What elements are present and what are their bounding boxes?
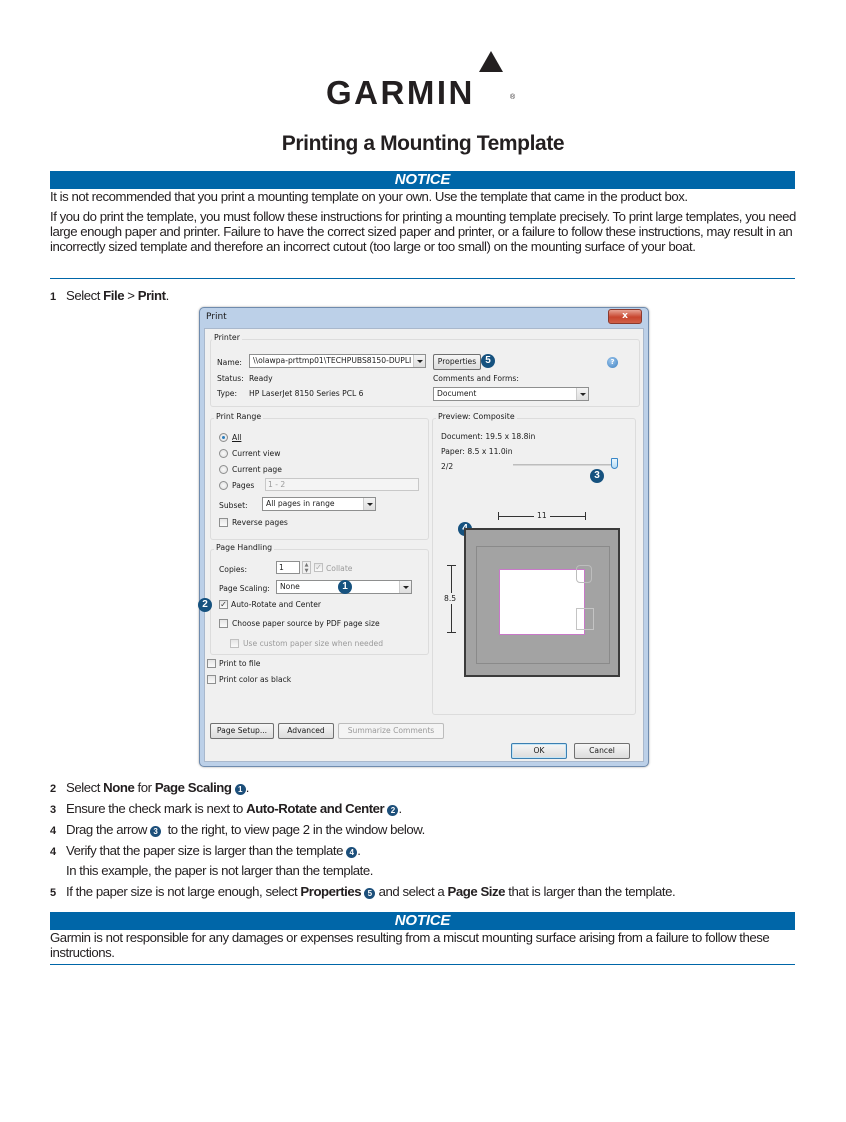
step-bold: Page Scaling	[154, 780, 232, 795]
step-number: 1	[50, 291, 56, 303]
step-bold: File	[103, 288, 125, 303]
collate-checkbox[interactable]: ✓	[315, 563, 322, 572]
step-number: 5	[50, 887, 56, 899]
ok-button[interactable]: OK	[511, 743, 567, 759]
copies-label: Copies:	[219, 565, 248, 574]
step-text: Verify that the paper size is larger than the template	[66, 843, 347, 858]
help-icon[interactable]: ?	[607, 357, 618, 368]
step-text: that is larger than the template.	[505, 884, 676, 899]
type-label: Type:	[217, 389, 237, 398]
printer-group-label: Printer	[214, 333, 240, 342]
reverse-pages-label: Reverse pages	[232, 518, 288, 527]
dialog-title: Print	[206, 312, 227, 322]
callout-1: 1	[338, 580, 352, 594]
notice-bar-bottom: NOTICE	[50, 912, 795, 930]
step-bold: Properties	[300, 884, 362, 899]
status-label: Status:	[217, 374, 244, 383]
callout-icon: 4	[346, 847, 357, 858]
step-text: .	[357, 843, 361, 858]
height-dimension-label: 8.5	[444, 594, 457, 603]
pages-input[interactable]: 1 - 2	[265, 478, 419, 491]
document-size: Document: 19.5 x 18.8in	[441, 432, 536, 441]
notice-divider-top	[50, 278, 795, 279]
width-dimension-label: 11	[534, 511, 550, 520]
custom-paper-label: Use custom paper size when needed	[243, 639, 384, 648]
step-text: Drag the arrow	[66, 822, 151, 837]
print-dialog	[199, 307, 649, 767]
page-slider-thumb[interactable]	[611, 458, 618, 469]
radio-current-view[interactable]	[219, 449, 228, 458]
callout-icon: 3	[150, 826, 161, 837]
page-scaling-value: None	[280, 582, 300, 591]
step-text: >	[124, 288, 138, 303]
step-text: .	[245, 780, 249, 795]
close-button[interactable]: x	[608, 309, 642, 324]
step-1	[50, 288, 169, 305]
chevron-down-icon	[399, 581, 411, 593]
name-label: Name:	[217, 358, 242, 367]
step-bold: None	[103, 780, 135, 795]
width-dimension	[498, 511, 586, 521]
print-to-file-label: Print to file	[219, 659, 261, 668]
auto-rotate-label: Auto-Rotate and Center	[231, 600, 322, 609]
page-indicator: 2/2	[441, 462, 454, 471]
radio-pages[interactable]	[219, 481, 228, 490]
radio-current-page-label: Current page	[232, 465, 282, 474]
step-text: Select	[66, 288, 104, 303]
paper-size: Paper: 8.5 x 11.0in	[441, 447, 513, 456]
subset-label: Subset:	[219, 501, 248, 510]
step-2	[50, 780, 249, 797]
custom-paper-checkbox[interactable]	[230, 639, 239, 648]
registered-mark: ®	[510, 94, 516, 101]
step-number: 4	[50, 825, 56, 837]
step-bold: Page Size	[447, 884, 506, 899]
step-bold: Auto-Rotate and Center	[246, 801, 385, 816]
print-color-black-label: Print color as black	[219, 675, 292, 684]
step-3	[50, 801, 402, 818]
chevron-down-icon	[363, 498, 375, 510]
notice-divider-bottom	[50, 964, 795, 965]
garmin-logo	[326, 48, 526, 111]
step-bold: Print	[137, 288, 166, 303]
step-text: .	[165, 288, 169, 303]
radio-all-label: All	[232, 433, 242, 442]
collate-label: Collate	[326, 564, 353, 573]
dialog-body	[204, 328, 644, 762]
auto-rotate-checkbox[interactable]: ✓	[220, 600, 227, 609]
status-value: Ready	[249, 374, 273, 383]
notice-bar-top: NOTICE	[50, 171, 795, 189]
callout-5: 5	[481, 354, 495, 368]
step-text: for	[134, 780, 155, 795]
step-number: 4	[50, 846, 56, 858]
chevron-down-icon	[413, 355, 425, 367]
subset-value: All pages in range	[266, 499, 335, 508]
radio-current-view-label: Current view	[232, 449, 281, 458]
step-text: .	[398, 801, 402, 816]
step-number: 2	[50, 783, 56, 795]
notice-bottom-text: Garmin is not responsible for any damages or expenses resulting from a miscut mounting surface arising from a failure to follow these instructions.	[50, 930, 770, 960]
paper-source-label: Choose paper source by PDF page size	[232, 619, 380, 628]
step-text: Ensure the check mark is next to	[66, 801, 247, 816]
page-slider-track[interactable]	[513, 464, 613, 466]
step-4b-note: In this example, the paper is not larger than the template.	[66, 863, 373, 878]
preview-paper-area	[499, 569, 585, 635]
callout-icon: 5	[364, 888, 375, 899]
printer-name-value: \\olawpa-prttmp01\TECHPUBS8150-DUPLI	[253, 356, 412, 365]
subset-select[interactable]	[262, 497, 376, 511]
callout-2: 2	[198, 598, 212, 612]
copies-input[interactable]: 1	[276, 561, 300, 574]
page-title: Printing a Mounting Template	[281, 132, 565, 155]
properties-button[interactable]: Properties	[433, 354, 481, 370]
radio-current-page[interactable]	[219, 465, 228, 474]
print-range-group-label: Print Range	[216, 412, 262, 421]
print-color-black-checkbox[interactable]	[207, 675, 216, 684]
page-handling-group-label: Page Handling	[216, 543, 273, 552]
logo-triangle-icon	[479, 51, 503, 72]
preview-template-sheet	[464, 528, 620, 677]
reverse-pages-checkbox[interactable]	[219, 518, 228, 527]
callout-icon: 1	[235, 784, 246, 795]
step-5	[50, 884, 675, 901]
print-to-file-checkbox[interactable]	[207, 659, 216, 668]
step-4a	[50, 822, 425, 839]
summarize-comments-button[interactable]: Summarize Comments	[338, 723, 444, 739]
advanced-button[interactable]: Advanced	[278, 723, 334, 739]
step-text: Select	[66, 780, 104, 795]
step-4b	[50, 843, 360, 860]
callout-3: 3	[590, 469, 604, 483]
printer-name-select[interactable]	[249, 354, 426, 368]
step-number: 3	[50, 804, 56, 816]
height-dimension	[446, 565, 458, 633]
cancel-button[interactable]: Cancel	[574, 743, 630, 759]
template-detail-mark	[576, 565, 592, 583]
preview-area	[432, 329, 636, 719]
notice-paragraph-1: It is not recommended that you print a mounting template on your own. Use the template that came in the product box.	[50, 189, 688, 204]
logo-text: GARMIN	[326, 74, 475, 111]
copies-stepper[interactable]: ▲ ▼	[302, 561, 311, 574]
radio-pages-label: Pages	[232, 481, 255, 490]
step-text: and select a	[375, 884, 448, 899]
page-scaling-label: Page Scaling:	[219, 584, 270, 593]
notice-paragraph-2: If you do print the template, you must follow these instructions for printing a mounting template precisely. To print large templates, you need large enough paper and printer. Failure to have the correct sized paper and printer, or a failure to follow these instructions, may result in an incorrectly sized template and therefore an incorrect cutout (too large or too small) on the mounting surface of your boat.	[50, 209, 796, 254]
step-text: to the right, to view page 2 in the window below.	[161, 822, 425, 837]
callout-icon: 2	[387, 805, 398, 816]
step-text: If the paper size is not large enough, select	[66, 884, 301, 899]
comments-forms-label: Comments and Forms:	[433, 374, 519, 383]
type-value: HP LaserJet 8150 Series PCL 6	[249, 389, 364, 398]
page-setup-button[interactable]: Page Setup...	[210, 723, 274, 739]
paper-source-checkbox[interactable]	[219, 619, 228, 628]
comments-forms-value: Document	[437, 389, 477, 398]
radio-all[interactable]	[219, 433, 228, 442]
template-detail-box	[576, 608, 594, 630]
preview-group-label: Preview: Composite	[438, 412, 515, 421]
